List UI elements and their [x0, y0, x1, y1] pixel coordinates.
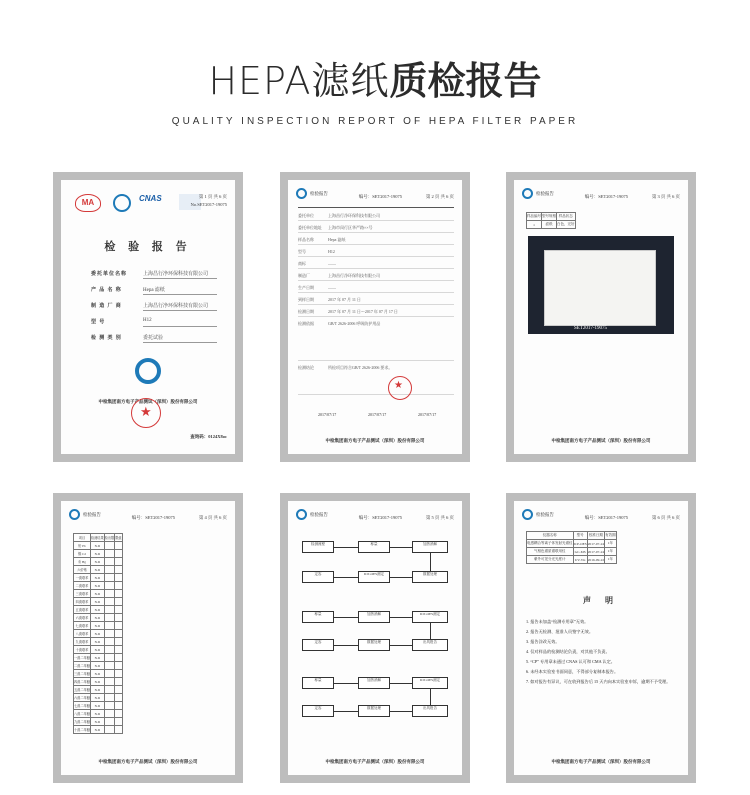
report-header: 检验报告: [522, 188, 554, 199]
table-row: 五溴二苯醚 N.D: [74, 686, 123, 694]
report-header: 检验报告: [296, 188, 328, 199]
sample-photo: [528, 236, 674, 334]
table-row: 十溴联苯 N.D: [74, 646, 123, 654]
page-number: 第 6 页 共 6 页: [651, 515, 680, 520]
table-row: 一溴联苯 N.D: [74, 574, 123, 582]
flow-box: 出具报告: [412, 705, 448, 717]
report-page-1[interactable]: [53, 172, 243, 462]
report-page-6-paper: [514, 501, 688, 775]
results-table: 项目 检测结果 检出限 限值 铅 Pb N.D 镉 Cd N.D 汞 Hg N.D 六价铬 N.D 一溴联苯 N.D 二溴联苯 N.D 三溴联苯 N.D 四溴联苯 N.D 五溴联苯 N.D 六溴联苯 N.D 七溴联苯 N.D 八溴联苯 N.D 九溴联苯 N.D 十溴联苯 N.D 一溴二苯醚 N.D 二溴二苯醚 N.D 三溴二苯醚 N.D 四溴二苯醚 N.D 五溴二苯醚 N.D 六溴二苯醚 N.D 七溴二苯醚 N.D 八溴二苯醚 N.D 九溴二苯醚 N.D 十溴二苯醚 N.D: [73, 533, 123, 734]
table-row: 八溴联苯 N.D: [74, 630, 123, 638]
flow-box: 定容: [302, 571, 334, 583]
info-row: [91, 270, 217, 282]
table-row: 生产日期 ——: [298, 284, 454, 293]
table-row: 二溴二苯醚 N.D: [74, 662, 123, 670]
org-name: 中检集团南方电子产品测试（深圳）股份有限公司: [98, 759, 198, 764]
org-name: 中检集团南方电子产品测试（深圳）股份有限公司: [98, 399, 198, 404]
sign-date: 2017/07/17: [418, 412, 437, 417]
info-label: 委托单位名称: [91, 272, 128, 277]
title-report: 质检报告: [389, 59, 542, 103]
table-row: 七溴联苯 N.D: [74, 622, 123, 630]
report-number: 编号：SET2017-19075: [358, 194, 402, 199]
table-row: 一溴二苯醚 N.D: [74, 654, 123, 662]
table-row: 六溴联苯 N.D: [74, 614, 123, 622]
report-page-2-paper: [288, 180, 462, 454]
table-row: 四溴二苯醚 N.D: [74, 678, 123, 686]
table-row: 汞 Hg N.D: [74, 558, 123, 566]
report-page-3[interactable]: [506, 172, 696, 462]
table-row: 委托单位 上海昌行净环保科技有限公司: [298, 212, 454, 221]
cqc-icon: [69, 509, 80, 520]
flow-box: 数据处理: [358, 639, 390, 651]
table-row: 九溴二苯醚 N.D: [74, 718, 123, 726]
report-page-4[interactable]: [53, 493, 243, 783]
report-page-4-paper: [61, 501, 235, 775]
flow-box: 称量: [358, 541, 390, 553]
filter-paper-sample: [544, 250, 656, 326]
sign-date: 2017/07/17: [368, 412, 387, 417]
flow-box: 称量: [302, 677, 334, 689]
title-hepa: HEPA滤纸: [208, 59, 390, 103]
info-row: [91, 318, 217, 330]
cqc-icon: [522, 509, 533, 520]
report-number: 编号：SET2017-19075: [131, 515, 175, 520]
info-value: 上海昌行净环保科技有限公司: [143, 304, 209, 309]
report-number: No.SET2017-19075: [190, 202, 227, 207]
org-name: 中检集团南方电子产品测试（深圳）股份有限公司: [325, 759, 425, 764]
declaration-line: 2. 报告无检测、批准人员签字无效。: [526, 629, 594, 634]
report-page-3-paper: [514, 180, 688, 454]
flow-box: ICP-OES测定: [412, 611, 448, 623]
report-number: 编号：SET2017-19075: [584, 515, 628, 520]
seal-star: ★: [140, 404, 152, 419]
table-row: 六价铬 N.D: [74, 566, 123, 574]
page-number: 第 2 页 共 6 页: [425, 194, 454, 199]
declaration-title: 声 明: [583, 596, 619, 605]
flow-box: 定容: [302, 639, 334, 651]
cqc-icon: [296, 509, 307, 520]
page-title: [0, 58, 750, 104]
info-row: [91, 286, 217, 298]
info-label: 制 造 厂 商: [91, 304, 122, 309]
org-name: 中检集团南方电子产品测试（深圳）股份有限公司: [325, 438, 425, 443]
table-row: 四溴联苯 N.D: [74, 598, 123, 606]
flow-box: 加热消解: [358, 677, 390, 689]
flow-box: 加热消解: [358, 611, 390, 623]
cnas-logo: CNAS: [139, 194, 162, 203]
report-header: 检验报告: [69, 509, 101, 520]
sample-table: 样品编号 型号规格 样品状态 1 滤纸 白色，完好: [527, 214, 575, 227]
info-value: Hepa 滤纸: [143, 288, 165, 293]
declaration-line: 3. 报告涂改无效。: [526, 639, 560, 644]
seal-star: ★: [394, 380, 403, 391]
query-code: 查询码：0124X8oc: [190, 434, 227, 439]
table-row: 铅 Pb N.D: [74, 542, 123, 550]
cqc-icon: [522, 188, 533, 199]
info-value: H12: [143, 318, 152, 323]
table-row: 五溴联苯 N.D: [74, 606, 123, 614]
report-page-5-paper: [288, 501, 462, 775]
table-row: 检测结论 所检项目符合GB/T 2626-2006 要求。: [298, 364, 454, 395]
page-number: 第 1 页 共 6 页: [198, 194, 227, 199]
photo-label: SET2017-19075: [574, 326, 608, 331]
report-number: 编号：SET2017-19075: [584, 194, 628, 199]
table-row: 制造厂 上海昌行净环保科技有限公司: [298, 272, 454, 281]
report-page-6[interactable]: [506, 493, 696, 783]
info-value: 委托试验: [143, 336, 164, 341]
page-number: 第 5 页 共 6 页: [425, 515, 454, 520]
table-row: 检测日期 2017 年 07 月 11 日～2017 年 07 月 17 日: [298, 308, 454, 317]
table-row: 型号 H12: [298, 248, 454, 257]
flow-box: ICP-OES测定: [412, 677, 448, 689]
table-row: 八溴二苯醚 N.D: [74, 710, 123, 718]
report-header: 检验报告: [522, 509, 554, 520]
declaration-line: 7. 如对报告有异议，可在收到报告后 15 天内向本实验室申诉，逾期不予受理。: [526, 679, 671, 684]
cqc-logo: [135, 358, 161, 384]
table-row: 委托单位地址 上海市闵行区华严路××号: [298, 224, 454, 233]
report-page-1-paper: [61, 180, 235, 454]
table-row: 镉 Cd N.D: [74, 550, 123, 558]
table-row: 六溴二苯醚 N.D: [74, 694, 123, 702]
flow-box: 加热消解: [412, 541, 448, 553]
table-row: 到样日期 2017 年 07 月 11 日: [298, 296, 454, 305]
report-number: 编号：SET2017-19075: [358, 515, 402, 520]
ma-logo: MA: [75, 194, 101, 212]
report-header: 检验报告: [296, 509, 328, 520]
info-value: 上海昌行净环保科技有限公司: [143, 272, 209, 277]
flow-box: 出具报告: [412, 639, 448, 651]
org-name: 中检集团南方电子产品测试（深圳）股份有限公司: [551, 438, 651, 443]
table-row: 九溴联苯 N.D: [74, 638, 123, 646]
org-name: 中检集团南方电子产品测试（深圳）股份有限公司: [551, 759, 651, 764]
declaration-line: 1. 报告未加盖“检测专用章”无效。: [526, 619, 589, 624]
report-title: 检 验 报 告: [104, 241, 192, 253]
flow-box: 称量: [302, 611, 334, 623]
table-row: 三溴联苯 N.D: [74, 590, 123, 598]
page-subtitle: QUALITY INSPECTION REPORT OF HEPA FILTER PAPER: [171, 116, 579, 127]
info-label: 产 品 名 称: [91, 288, 122, 293]
report-page-5[interactable]: [280, 493, 470, 783]
report-page-2[interactable]: [280, 172, 470, 462]
flow-box: 定容: [302, 705, 334, 717]
cqc-icon: [296, 188, 307, 199]
info-label: 型 号: [91, 320, 106, 325]
declaration-line: 6. 未经本实验室书面同意，不得部分复制本报告。: [526, 669, 619, 674]
declaration-line: 4. 仅对样品的检测结论负责，对其他不负责。: [526, 649, 610, 654]
globe-icon: [113, 194, 131, 212]
table-row: 检测依据 GB/T 2626-2006 呼吸防护用品: [298, 320, 454, 361]
page-number: 第 3 页 共 6 页: [651, 194, 680, 199]
table-row: 商标 ——: [298, 260, 454, 269]
info-label: 检 测 类 别: [91, 336, 122, 341]
page-number: 第 4 页 共 6 页: [198, 515, 227, 520]
flow-box: 数据处理: [412, 571, 448, 583]
table-row: 三溴二苯醚 N.D: [74, 670, 123, 678]
sign-date: 2017/07/17: [318, 412, 337, 417]
info-row: [91, 334, 217, 346]
table-row: 二溴联苯 N.D: [74, 582, 123, 590]
table-row: 七溴二苯醚 N.D: [74, 702, 123, 710]
page-header: [0, 0, 750, 150]
flow-box: 数据处理: [358, 705, 390, 717]
instrument-table: 仪器名称 型号 校准日期 有效期 电感耦合等离子体发射光谱仪 ICP-OES 2017-07-24 1年 气相色谱质谱联用仪 GC-MS 2017-07-24 1年 紫外可见分光光度计 UV-Vis 2016-09-22 1年: [527, 533, 616, 562]
flow-box: 检测流程: [302, 541, 334, 553]
info-row: [91, 302, 217, 314]
flow-box: ICP-OES测定: [358, 571, 390, 583]
table-row: 样品名称 Hepa 滤纸: [298, 236, 454, 245]
declaration-line: 5. “CP” 专用章未通过 CNAS 认可和 CMA 认定。: [526, 659, 615, 664]
table-row: 十溴二苯醚 N.D: [74, 726, 123, 734]
